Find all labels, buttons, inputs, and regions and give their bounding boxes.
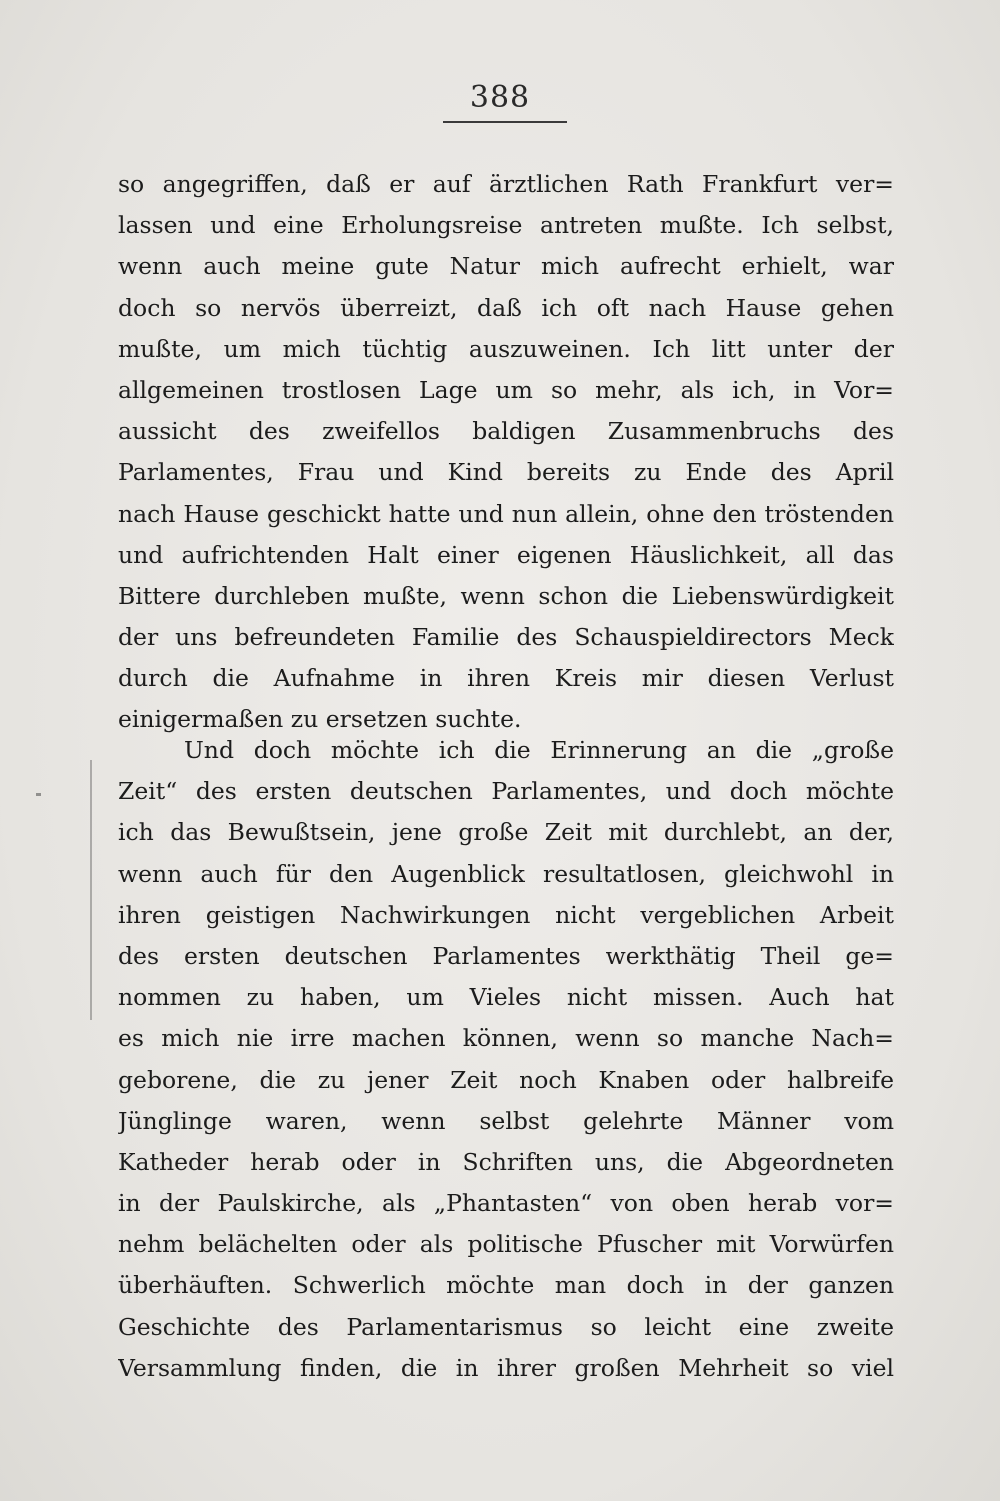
text-line: Geschichte des Parlamentarismus so leicht eine zweite xyxy=(118,1312,894,1341)
text-line: Bittere durchleben mußte, wenn schon die Liebenswürdigkeit xyxy=(118,581,894,610)
text-line: aussicht des zweifellos baldigen Zusammenbruchs des xyxy=(118,417,894,446)
text-line: lassen und eine Erholungsreise antreten mußte. Ich selbst, xyxy=(118,211,894,240)
text-line: so angegriffen, daß er auf ärztlichen Rath Frankfurt ver= xyxy=(118,170,894,198)
text-line: allgemeinen trostlosen Lage um so mehr, als ich, in Vor= xyxy=(118,375,894,404)
text-line: Parlamentes, Frau und Kind bereits zu Ende des April xyxy=(118,458,894,487)
text-line: doch so nervös überreizt, daß ich oft nach Hause gehen xyxy=(118,293,894,322)
text-line: wenn auch meine gute Natur mich aufrecht erhielt, war xyxy=(118,252,894,281)
text-line: Versammlung finden, die in ihrer großen Mehrheit so viel xyxy=(118,1353,894,1382)
text-line: Zeit“ des ersten deutschen Parlamentes, und doch möchte xyxy=(118,777,894,806)
text-line: wenn auch für den Augenblick resultatlosen, gleichwohl in xyxy=(118,859,894,888)
text-line: Katheder herab oder in Schriften uns, die Abgeordneten xyxy=(118,1147,894,1176)
text-line: ihren geistigen Nachwirkungen nicht vergeblichen Arbeit xyxy=(118,900,894,929)
paragraph-2 xyxy=(118,730,894,1389)
text-line: geborene, die zu jener Zeit noch Knaben oder halbreife xyxy=(118,1065,894,1094)
text-line: in der Paulskirche, als „Phantasten“ von oben herab vor= xyxy=(118,1189,894,1218)
text-line: nehm belächelten oder als politische Pfuscher mit Vorwürfen xyxy=(118,1230,894,1259)
text-line: nommen zu haben, um Vieles nicht missen. Auch hat xyxy=(118,983,894,1012)
text-line: Jünglinge waren, wenn selbst gelehrte Männer vom xyxy=(118,1106,894,1135)
header-rule xyxy=(443,121,567,123)
text-line: nach Hause geschickt hatte und nun allein, ohne den tröstenden xyxy=(118,499,894,528)
text-line: der uns befreundeten Familie des Schauspieldirectors Meck xyxy=(118,623,894,652)
text-line: mußte, um mich tüchtig auszuweinen. Ich litt unter der xyxy=(118,334,894,363)
margin-speck xyxy=(36,793,41,796)
text-line: und aufrichtenden Halt einer eigenen Häuslichkeit, all das xyxy=(118,540,894,569)
text-line: durch die Aufnahme in ihren Kreis mir diesen Verlust xyxy=(118,664,894,693)
page-number: 388 xyxy=(469,80,531,115)
text-line: einigermaßen zu ersetzen suchte. xyxy=(118,705,522,734)
margin-pencil-mark xyxy=(90,760,92,1020)
text-line: des ersten deutschen Parlamentes werkthätig Theil ge= xyxy=(118,941,894,970)
text-line: Und doch möchte ich die Erinnerung an die „große xyxy=(184,736,894,764)
text-line: ich das Bewußtsein, jene große Zeit mit durchlebt, an der, xyxy=(118,818,894,847)
text-line: es mich nie irre machen können, wenn so manche Nach= xyxy=(118,1024,894,1053)
text-line: überhäuften. Schwerlich möchte man doch in der ganzen xyxy=(118,1271,894,1300)
paragraph-1 xyxy=(118,164,894,741)
